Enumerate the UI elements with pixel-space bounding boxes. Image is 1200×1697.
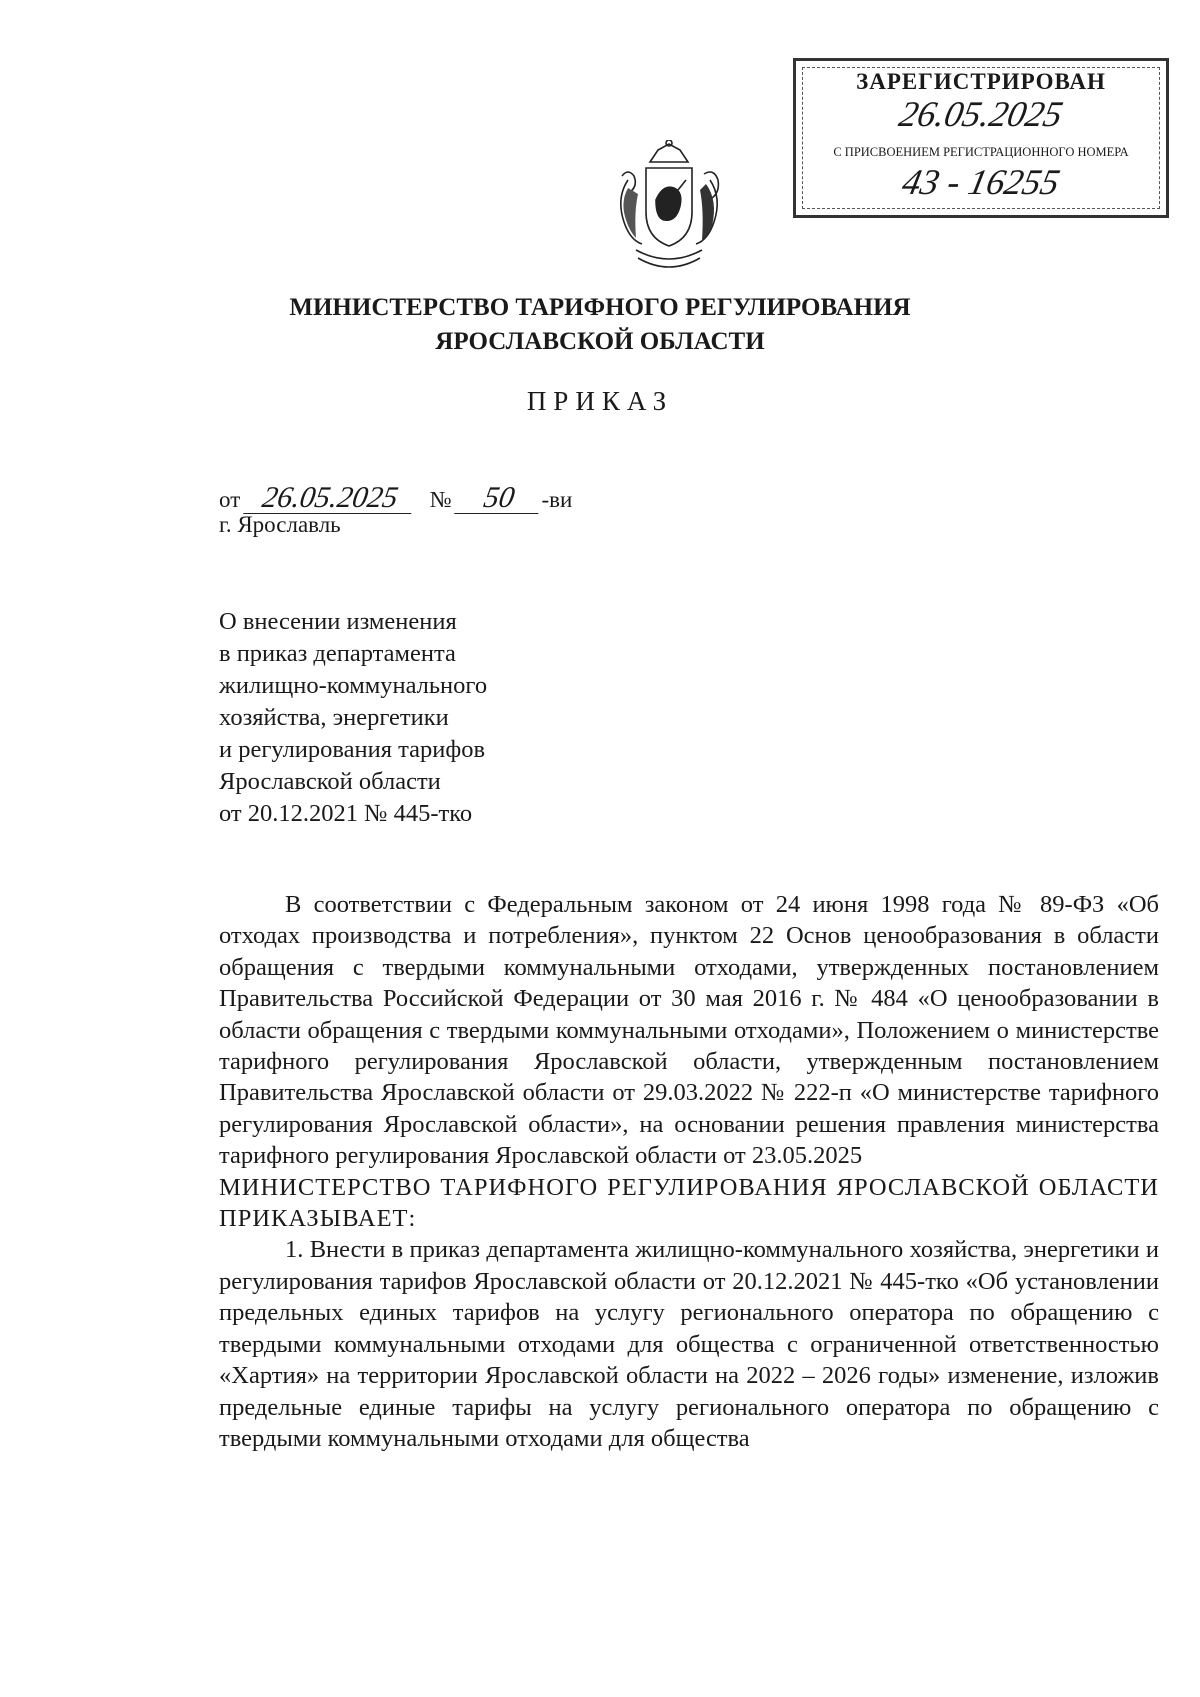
- subject-line: жилищно-коммунального: [219, 672, 488, 699]
- coat-of-arms-icon: [608, 140, 730, 280]
- stamp-date: 26.05.2025: [895, 94, 1067, 134]
- subject-line: хозяйства, энергетики: [219, 704, 449, 731]
- stamp-subtitle: С ПРИСВОЕНИЕМ РЕГИСТРАЦИОННОГО НОМЕРА: [833, 145, 1129, 159]
- subject-line: в приказ департамента: [219, 640, 456, 667]
- ministry-name-line2: ЯРОСЛАВСКОЙ ОБЛАСТИ: [435, 328, 765, 355]
- preamble-paragraph: В соответствии с Федеральным законом от 24 июня 1998 года № 89-ФЗ «Об отходах производства и потребления», пунктом 22 Основ ценообразования в области обращения с твердыми коммунальными отходами, утвержденных постановлением Правительства Российской Федерации от 30 мая 2016 г. № 484 «О ценообразовании в области обращения с твердыми коммунальными отходами», Положением о министерстве тарифного регулирования Ярославской области, утвержденным постановлением Правительства Ярославской области от 29.03.2022 № 222-п «О министерстве тарифного регулирования Ярославской области», на основании решения правления министерства тарифного регулирования Ярославской области от 23.05.2025: [219, 891, 1159, 1170]
- order-city: г. Ярославль: [219, 512, 341, 537]
- subject-line: от 20.12.2021 № 445-тко: [219, 800, 473, 827]
- order-date-line: [219, 483, 572, 514]
- registration-stamp: [793, 58, 1169, 218]
- document-type: ПРИКАЗ: [526, 386, 674, 416]
- ministry-name-line1: МИНИСТЕРСТВО ТАРИФНОГО РЕГУЛИРОВАНИЯ: [289, 294, 911, 321]
- number-label: №: [429, 487, 452, 512]
- order-suffix: -ви: [541, 487, 573, 512]
- order-number: 50: [455, 483, 544, 514]
- subject-line: Ярославской области: [219, 768, 441, 795]
- order-body: [219, 889, 1159, 1454]
- ministry-header: [0, 291, 1200, 359]
- stamp-registration-number: 43 - 16255: [898, 162, 1064, 202]
- order-subject: [219, 606, 487, 830]
- order-date: 26.05.2025: [243, 483, 416, 514]
- from-label: от: [219, 487, 241, 512]
- subject-line: и регулирования тарифов: [219, 736, 486, 763]
- subject-line: О внесении изменения: [219, 608, 457, 635]
- item-1-paragraph: 1. Внести в приказ департамента жилищно-коммунального хозяйства, энергетики и регулирования тарифов Ярославской области от 20.12.2021 № 445-тко «Об установлении предельных единых тарифов на услугу регионального оператора по обращению с твердыми коммунальными отходами для общества с ограниченной ответственностью «Хартия» на территории Ярославской области на 2022 – 2026 годы» изменение, изложив предельные единые тарифы на услугу регионального оператора по обращению с твердыми коммунальными отходами для общества: [219, 1236, 1159, 1452]
- orders-statement: МИНИСТЕРСТВО ТАРИФНОГО РЕГУЛИРОВАНИЯ ЯРОСЛАВСКОЙ ОБЛАСТИ ПРИКАЗЫВАЕТ:: [219, 1173, 1159, 1233]
- stamp-title: ЗАРЕГИСТРИРОВАН: [856, 69, 1106, 94]
